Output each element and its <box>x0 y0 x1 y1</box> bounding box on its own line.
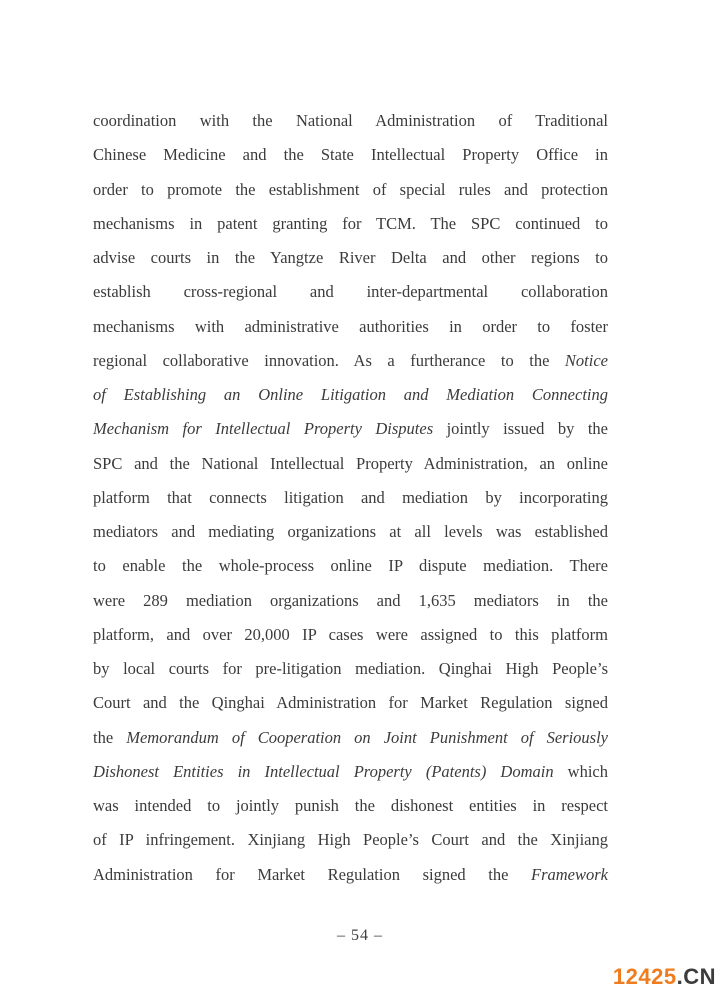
text-line <box>93 138 608 172</box>
text-line <box>93 447 608 481</box>
page-number: – 54 – <box>337 927 383 944</box>
text-line <box>93 412 608 446</box>
text-line <box>93 344 608 378</box>
text-line <box>93 584 608 618</box>
text-line <box>93 755 608 789</box>
text-segment: advise courts in the Yangtze River Delta and other regions to <box>93 248 608 267</box>
text-segment: Chinese Medicine and the State Intellectual Property Office in <box>93 145 608 165</box>
italic-text-segment: Memorandum of Cooperation on Joint Punishment of Seriously <box>126 727 608 747</box>
text-segment: SPC and the National Intellectual Property Administration, an online <box>93 453 608 473</box>
text-line <box>93 310 608 344</box>
text-line <box>93 721 608 755</box>
watermark-suffix: .CN <box>676 964 716 989</box>
italic-text-segment: Dishonest Entities in Intellectual Property (Patents) Domain <box>93 761 554 781</box>
text-line <box>93 858 608 892</box>
text-line <box>93 789 608 823</box>
watermark <box>613 966 716 988</box>
text-segment: Administration for Market Regulation signed the <box>93 864 531 884</box>
text-segment: which <box>553 761 608 781</box>
text-line <box>93 241 608 275</box>
text-segment: of IP infringement. Xinjiang High People’s Court and the Xinjiang <box>93 830 608 850</box>
text-segment: order to promote the establishment of special rules and protection <box>93 179 608 199</box>
text-segment: were 289 mediation organizations and 1,635 mediators in the <box>93 590 608 610</box>
text-segment: the <box>93 727 127 747</box>
text-segment: platform that connects litigation and mediation by incorporating <box>93 487 608 507</box>
watermark-prefix: 12425 <box>612 964 677 989</box>
text-line <box>93 549 608 583</box>
italic-text-segment: Notice <box>564 350 608 370</box>
text-line <box>93 823 608 857</box>
text-segment: was intended to jointly punish the dishonest entities in respect <box>93 796 608 815</box>
text-line <box>93 173 608 207</box>
text-segment: establish cross-regional and inter-departmental collaboration <box>93 282 608 302</box>
text-line <box>93 481 608 515</box>
text-segment: platform, and over 20,000 IP cases were assigned to this platform <box>93 624 608 644</box>
text-line <box>93 104 608 138</box>
italic-text-segment: of Establishing an Online Litigation and Mediation Connecting <box>93 385 608 404</box>
text-segment: mechanisms with administrative authorities in order to foster <box>93 316 608 336</box>
text-segment: jointly issued by the <box>433 419 608 439</box>
text-line <box>93 652 608 686</box>
italic-text-segment: Framework <box>531 864 608 884</box>
text-segment: coordination with the National Administration of Traditional <box>93 111 608 130</box>
italic-text-segment: Mechanism for Intellectual Property Disputes <box>93 419 434 439</box>
text-line <box>93 378 608 412</box>
text-line <box>93 515 608 549</box>
text-line <box>93 275 608 309</box>
text-line <box>93 686 608 720</box>
text-segment: regional collaborative innovation. As a furtherance to the <box>93 350 565 370</box>
text-segment: Court and the Qinghai Administration for Market Regulation signed <box>93 693 608 713</box>
text-segment: mediators and mediating organizations at all levels was established <box>93 522 608 541</box>
body-text <box>93 104 608 892</box>
text-segment: to enable the whole-process online IP dispute mediation. There <box>93 556 608 576</box>
text-line <box>93 618 608 652</box>
text-segment: mechanisms in patent granting for TCM. The SPC continued to <box>93 213 608 233</box>
text-line <box>93 207 608 241</box>
text-segment: by local courts for pre-litigation mediation. Qinghai High People’s <box>93 659 608 678</box>
